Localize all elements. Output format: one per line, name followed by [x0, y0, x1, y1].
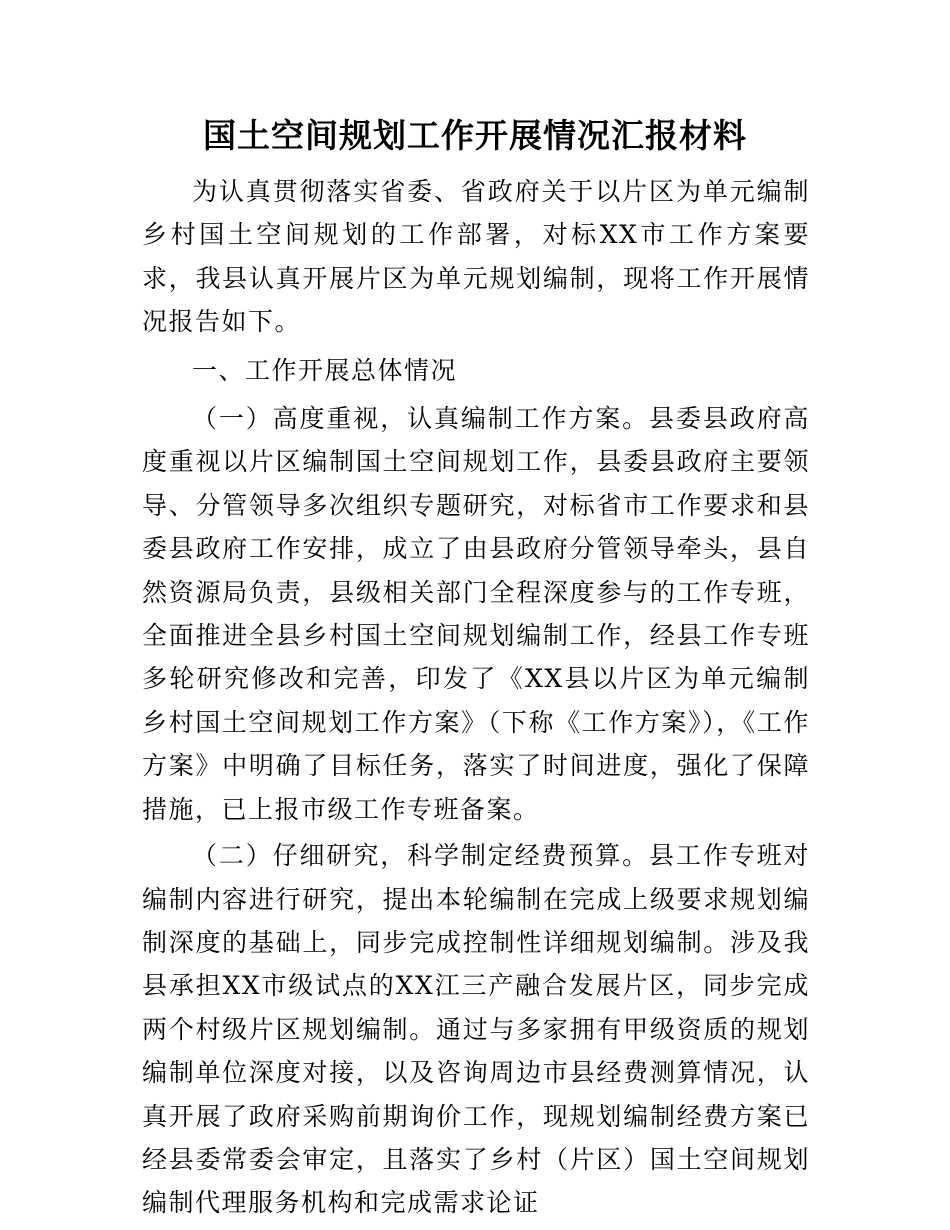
document-body — [142, 170, 810, 1225]
section-heading: 一、工作开展总体情况 — [192, 355, 458, 385]
subsection-1-paragraph: （一）高度重视，认真编制工作方案。县委县政府高度重视以片区编制国土空间规划工作，县委县政府主要领导、分管领导多次组织专题研究，对标省市工作要求和县委县政府工作安排，成立了由县政府分管领导牵头，县自然资源局负责，县级相关部门全程深度参与的工作专班，全面推进全县乡村国土空间规划编制工作，经县工作专班多轮研究修改和完善，印发了《XX县以片区为单元编制乡村国土空间规划工作方案》（下称《工作方案》），《工作方案》中明确了目标任务，落实了时间进度，强化了保障措施，已上报市级工作专班备案。 — [142, 404, 810, 824]
subsection-2-paragraph: （二）仔细研究，科学制定经费预算。县工作专班对编制内容进行研究，提出本轮编制在完成上级要求规划编制深度的基础上，同步完成控制性详细规划编制。涉及我县承担XX市级试点的XX江三产融合发展片区，同步完成两个村级片区规划编制。通过与多家拥有甲级资质的规划编制单位深度对接，以及咨询周边市县经费测算情况，认真开展了政府采购前期询价工作，现规划编制经费方案已经县委常委会审定，且落实了乡村（片区）国土空间规划编制代理服务机构和完成需求论证 — [142, 841, 810, 1218]
intro-paragraph: 为认真贯彻落实省委、省政府关于以片区为单元编制乡村国土空间规划的工作部署，对标XX市工作方案要求，我县认真开展片区为单元规划编制，现将工作开展情况报告如下。 — [142, 177, 810, 337]
document-title: 国土空间规划工作开展情况汇报材料 — [203, 116, 747, 155]
